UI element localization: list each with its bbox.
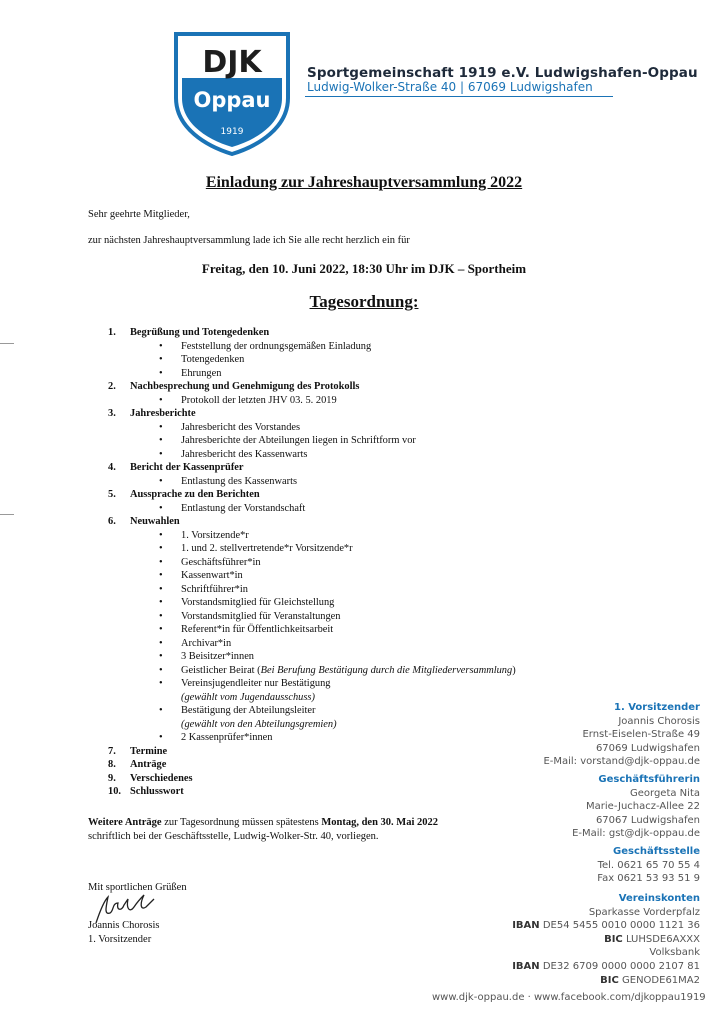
agenda-number: 6. [108,516,116,527]
motions-middle: zur Tagesordnung müssen spätestens [161,817,322,828]
agenda-heading: Verschiedenes [130,772,193,784]
bank2-name: Volksbank [649,947,700,959]
chair-name: Joannis Chorosis [618,715,700,727]
sidebar-chair [543,701,700,769]
agenda-section [108,758,568,772]
bullet-icon: • [159,664,163,676]
agenda-subitem-text: Bestätigung der Abteilungsleiter [181,705,316,716]
agenda-subitem-text: 3 Beisitzer*innen [181,651,255,662]
agenda-sublist [108,394,568,408]
agenda-number: 7. [108,745,116,757]
agenda-subitem-text: Entlastung der Vorstandschaft [181,502,306,514]
agenda-subitem [108,677,568,704]
agenda-subitem-text: 1. und 2. stellvertretende*r Vorsitzende*r [181,543,353,554]
office-heading: Geschäftsstelle [613,846,700,857]
agenda-section [108,380,568,407]
chair-email: E-Mail: vorstand@djk-oppau.de [543,756,700,768]
agenda-title: Tagesordnung: [309,292,419,311]
logo-oppau-text: Oppau [193,88,271,112]
agenda-subitem-text: Ehrungen [181,367,222,379]
bic1-value: LUHSDE6AXXX [622,933,700,945]
bullet-icon: • [159,543,163,554]
sidebar-accounts [512,892,700,987]
agenda-section [108,407,568,461]
agenda-number: 4. [108,462,116,473]
agenda-heading: Bericht der Kassenprüfer [130,462,244,473]
agenda-sublist [108,421,568,462]
bullet-icon: • [159,448,163,460]
agenda-section [108,745,568,759]
agenda-subitem-text: Vorstandsmitglied für Veranstaltungen [181,610,341,622]
agenda-subitem-note: (gewählt von den Abteilungsgremien) [181,718,337,730]
motions-deadline: Montag, den 30. Mai 2022 [321,817,439,828]
agenda-subitem-text: Jahresbericht des Kassenwarts [181,448,308,460]
bullet-icon: • [159,556,163,568]
document-title: Einladung zur Jahreshauptversammlung 2022 [205,174,523,191]
bullet-icon: • [159,435,163,446]
bullet-icon: • [159,637,163,649]
agenda-heading: Neuwahlen [130,516,180,527]
bic2-label: BIC [600,974,619,986]
agenda-subitem [108,367,568,381]
agenda-subitem-note: (gewählt vom Jugendausschuss) [181,691,315,703]
gf-street: Marie-Juchacz-Allee 22 [586,801,700,813]
logo-year-text: 1919 [220,127,244,137]
agenda-subitem [108,569,568,583]
bullet-icon: • [159,340,163,352]
bullet-icon: • [159,624,163,635]
iban2-value: DE32 6709 0000 0000 2107 81 [539,960,700,972]
agenda-subitem-text: 2 Kassenprüfer*innen [181,732,273,743]
bullet-icon: • [159,367,163,379]
agenda-section [108,461,568,488]
bank1-name: Sparkasse Vorderpfalz [588,906,700,918]
salutation: Sehr geehrte Mitglieder, [88,209,190,220]
fold-mark-top [0,343,14,344]
motions-line2: schriftlich bei der Geschäftsstelle, Ludwig-Wolker-Str. 40, vorliegen. [88,831,379,842]
agenda-subitem [108,583,568,597]
agenda-sublist [108,475,568,489]
agenda-number: 3. [108,408,116,419]
agenda-subitem-text: Archivar*in [181,637,232,649]
gf-heading: Geschäftsführerin [598,774,700,785]
signer-role: 1. Vorsitzender [88,934,152,945]
agenda-heading: Jahresberichte [130,408,196,419]
agenda-subitem [108,650,568,664]
bullet-icon: • [159,421,163,433]
signer-name: Joannis Chorosis [88,920,160,931]
bic2-value: GENODE61MA2 [618,974,700,986]
agenda-number: 10. [108,786,121,797]
agenda-heading: Aussprache zu den Berichten [130,489,260,500]
office-tel: Tel. 0621 65 70 55 4 [597,859,700,871]
gf-city: 67067 Ludwigshafen [595,814,700,826]
bullet-icon: • [159,529,163,541]
agenda-subitem [108,421,568,435]
agenda-number: 8. [108,759,116,770]
agenda-subitem [108,542,568,556]
agenda-sublist [108,529,568,745]
agenda-heading: Begrüßung und Totengedenken [130,327,270,338]
bullet-icon: • [159,610,163,622]
agenda-section [108,515,568,745]
bullet-icon: • [159,570,163,581]
bullet-icon: • [159,394,163,406]
organization-address: Ludwig-Wolker-Straße 40 | 67069 Ludwigshafen [307,80,593,94]
chair-city: 67069 Ludwigshafen [595,742,700,754]
bullet-icon: • [159,678,163,689]
agenda-subitem [108,610,568,624]
bullet-icon: • [159,502,163,514]
accounts-heading: Vereinskonten [618,893,700,904]
agenda-number: 5. [108,489,116,500]
motions-bold-start: Weitere Anträge [88,817,162,828]
office-fax: Fax 0621 53 93 51 9 [597,873,700,885]
agenda-subitem [108,340,568,354]
closing-greeting: Mit sportlichen Grüßen [88,882,187,893]
agenda-subitem [108,637,568,651]
agenda-subitem [108,596,568,610]
agenda-subitem [108,529,568,543]
footer-links: www.djk-oppau.de · www.facebook.com/djkoppau1919 [432,992,706,1003]
agenda-subitem-text: Protokoll der letzten JHV 03. 5. 2019 [181,394,337,406]
fold-mark-middle [0,514,14,515]
agenda-heading: Anträge [130,759,167,770]
agenda-subitem-text: Jahresbericht des Vorstandes [181,421,301,433]
bullet-icon: • [159,354,163,365]
intro-text: zur nächsten Jahreshauptversammlung lade ich Sie alle recht herzlich ein für [88,235,410,246]
agenda-subitem-text: Totengedenken [181,354,245,365]
agenda-subitem-text: Feststellung der ordnungsgemäßen Einladung [181,340,372,352]
agenda-subitem [108,664,568,678]
agenda-section [108,326,568,380]
agenda-subitem-text: Schriftführer*in [181,583,248,595]
agenda-sublist [108,502,568,516]
agenda-subitem-text: Jahresberichte der Abteilungen liegen in Schriftform vor [181,435,416,446]
motions-paragraph [88,816,438,844]
bullet-icon: • [159,475,163,487]
logo-djk-text: DJK [202,45,262,80]
agenda-heading: Nachbesprechung und Genehmigung des Protokolls [130,381,360,392]
header-divider [305,96,613,97]
agenda-number: 1. [108,327,116,338]
agenda-subitem-after: ) [512,664,516,676]
bullet-icon: • [159,732,163,743]
sidebar-managing-director [572,773,700,841]
event-date-location: Freitag, den 10. Juni 2022, 18:30 Uhr im DJK – Sportheim [201,261,527,276]
agenda-subitem [108,353,568,367]
bic1-label: BIC [604,933,623,945]
agenda-subitem-text: Vereinsjugendleiter nur Bestätigung [181,678,331,689]
agenda-subitem [108,434,568,448]
agenda-subitem [108,704,568,731]
agenda-subitem [108,623,568,637]
agenda-section [108,785,568,799]
agenda-sublist [108,340,568,381]
sidebar-office [597,845,700,886]
chair-street: Ernst-Eiselen-Straße 49 [582,729,700,741]
agenda-subitem [108,394,568,408]
agenda-subitem-text: Referent*in für Öffentlichkeitsarbeit [181,624,334,635]
agenda-section [108,488,568,515]
agenda-subitem-text: 1. Vorsitzende*r [181,529,249,541]
agenda-subitem [108,556,568,570]
djk-oppau-logo [168,28,296,156]
agenda-subitem [108,502,568,516]
iban1-value: DE54 5455 0010 0000 1121 36 [539,920,700,932]
bullet-icon: • [159,651,163,662]
agenda-subitem-italic: Bei Berufung Bestätigung durch die Mitgliederversammlung [260,664,513,676]
agenda-list [108,326,568,799]
iban1-label: IBAN [512,920,540,932]
gf-email: E-Mail: gst@djk-oppau.de [572,828,700,840]
agenda-section [108,772,568,786]
agenda-heading: Termine [130,745,168,757]
agenda-number: 9. [108,772,116,784]
agenda-subitem-text: Geschäftsführer*in [181,556,261,568]
agenda-subitem-text: Kassenwart*in [181,570,243,581]
bullet-icon: • [159,597,163,608]
agenda-number: 2. [108,381,116,392]
agenda-subitem [108,448,568,462]
agenda-subitem-text: Vorstandsmitglied für Gleichstellung [181,597,335,608]
agenda-subitem [108,731,568,745]
agenda-subitem-text: Entlastung des Kassenwarts [181,475,298,487]
agenda-subitem-text: Geistlicher Beirat ( [181,664,261,676]
iban2-label: IBAN [512,960,540,972]
bullet-icon: • [159,583,163,595]
bullet-icon: • [159,705,163,716]
gf-name: Georgeta Nita [630,787,700,799]
organization-name: Sportgemeinschaft 1919 e.V. Ludwigshafen-Oppau [307,65,698,81]
agenda-heading: Schlusswort [130,786,184,797]
agenda-subitem [108,475,568,489]
chair-heading: 1. Vorsitzender [614,702,700,713]
